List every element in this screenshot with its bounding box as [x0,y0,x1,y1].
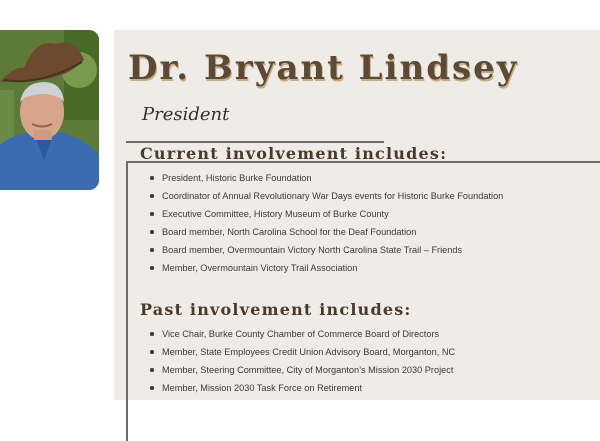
list-item: Coordinator of Annual Revolutionary War Days events for Historic Burke Foundation [162,187,503,205]
list-item: Member, Mission 2030 Task Force on Retirement [162,379,455,397]
list-item: Vice Chair, Burke County Chamber of Commerce Board of Directors [162,325,455,343]
profile-photo [0,30,99,190]
current-involvement-list [162,169,503,277]
list-item: Executive Committee, History Museum of Burke County [162,205,503,223]
past-involvement-heading: Past involvement includes: [140,300,412,319]
list-item: Member, Overmountain Victory Trail Association [162,259,503,277]
person-title: President [142,104,230,125]
list-item: Board member, Overmountain Victory North Carolina State Trail – Friends [162,241,503,259]
past-involvement-list [162,325,455,397]
current-involvement-heading: Current involvement includes: [140,144,448,163]
list-item: Board member, North Carolina School for the Deaf Foundation [162,223,503,241]
person-name: Dr. Bryant Lindsey [128,48,519,88]
divider-line [126,141,384,143]
list-item: President, Historic Burke Foundation [162,169,503,187]
list-item: Member, State Employees Credit Union Advisory Board, Morganton, NC [162,343,455,361]
bio-panel [114,30,600,400]
list-item: Member, Steering Committee, City of Morganton’s Mission 2030 Project [162,361,455,379]
